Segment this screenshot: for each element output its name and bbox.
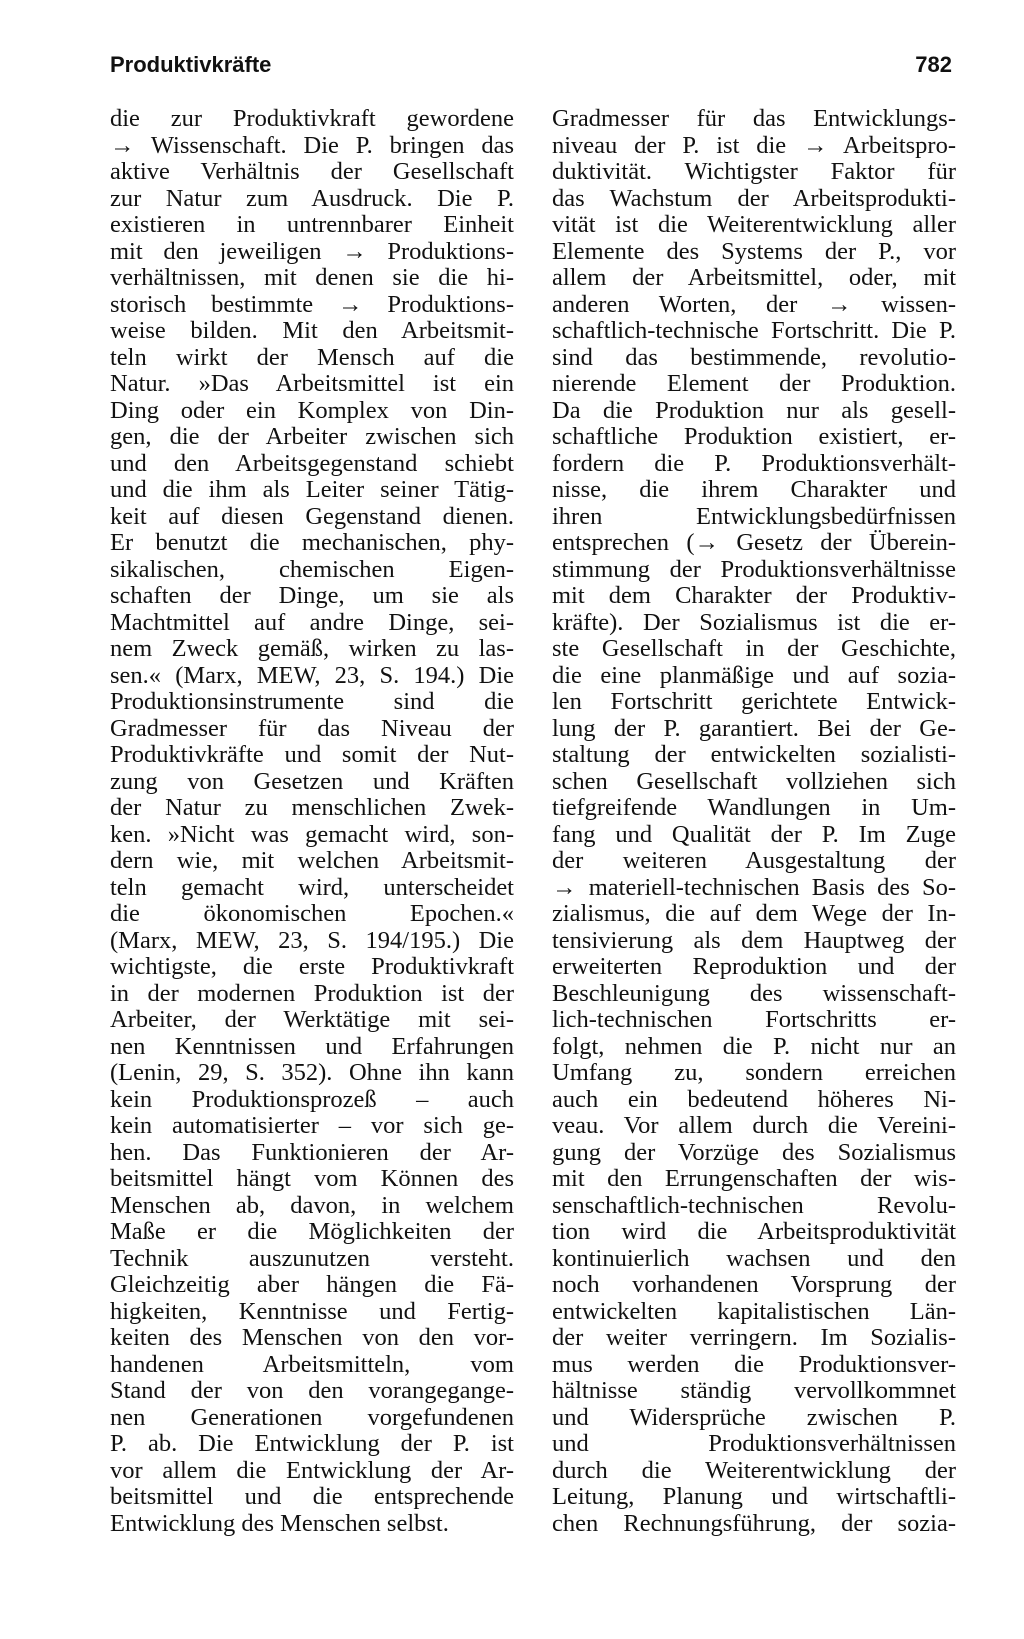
text-line: storisch bestimmte → Produktions-: [110, 291, 514, 318]
text-line: tion wird die Arbeitsproduktivität: [552, 1219, 956, 1245]
text-line: in der modernen Produktion ist der: [110, 980, 514, 1007]
text-line: die ökonomischen Epochen.«: [110, 901, 514, 927]
text-line: ihren Entwicklungsbedürfnissen: [552, 503, 956, 530]
text-line: auch ein bedeutend höheres Ni-: [552, 1086, 956, 1113]
text-line: allem der Arbeitsmittel, oder, mit: [552, 265, 956, 291]
text-line: sikalischen, chemischen Eigen-: [110, 556, 514, 583]
text-line: anderen Worten, der → wissen-: [552, 291, 956, 318]
text-line: tiefgreifende Wandlungen in Um-: [552, 795, 956, 821]
text-line: mus werden die Produktionsver-: [552, 1351, 956, 1378]
text-line: entsprechen (→ Gesetz der Überein-: [552, 530, 956, 556]
text-line: handenen Arbeitsmitteln, vom: [110, 1351, 514, 1378]
text-line: nisse, die ihrem Charakter und: [552, 477, 956, 503]
text-line: dern wie, mit welchen Arbeitsmit-: [110, 848, 514, 874]
text-line: Gleichzeitig aber hängen die Fä-: [110, 1272, 514, 1298]
text-line: ste Gesellschaft in der Geschichte,: [552, 636, 956, 662]
text-line: Stand der von den vorangegange-: [110, 1378, 514, 1404]
text-line: Beschleunigung des wissenschaft-: [552, 980, 956, 1007]
text-line: kontinuierlich wachsen und den: [552, 1245, 956, 1272]
text-line: keit auf diesen Gegenstand dienen.: [110, 503, 514, 530]
text-line: beitsmittel hängt vom Können des: [110, 1166, 514, 1192]
text-line: weise bilden. Mit den Arbeitsmit-: [110, 318, 514, 344]
text-line: vor allem die Entwicklung der Ar-: [110, 1457, 514, 1484]
text-line: und Produktionsverhältnissen: [552, 1431, 956, 1457]
text-line: Menschen ab, davon, in welchem: [110, 1192, 514, 1219]
text-line: und Widersprüche zwischen P.: [552, 1404, 956, 1431]
text-line: wichtigste, die erste Produktivkraft: [110, 954, 514, 980]
text-line: tensivierung als dem Hauptweg der: [552, 927, 956, 954]
text-line: und die ihm als Leiter seiner Tätig-: [110, 477, 514, 503]
text-line: len Fortschritt gerichtete Entwick-: [552, 689, 956, 715]
text-line: Arbeiter, der Werktätige mit sei-: [110, 1007, 514, 1033]
text-line: zur Natur zum Ausdruck. Die P.: [110, 185, 514, 212]
right-column: [552, 106, 956, 1537]
text-line: hen. Das Funktionieren der Ar-: [110, 1139, 514, 1166]
text-line: aktive Verhältnis der Gesellschaft: [110, 159, 514, 185]
text-line: senschaftlich-technischen Revolu-: [552, 1192, 956, 1219]
text-line: duktivität. Wichtigster Faktor für: [552, 159, 956, 185]
text-line: (Lenin, 29, S. 352). Ohne ihn kann: [110, 1060, 514, 1086]
text-line: beitsmittel und die entsprechende: [110, 1484, 514, 1510]
text-line: verhältnissen, mit denen sie die hi-: [110, 265, 514, 291]
text-line: schaftlich-technische Fortschritt. Die P.: [552, 318, 956, 344]
text-line: existieren in untrennbarer Einheit: [110, 212, 514, 238]
text-line: nen Kenntnissen und Erfahrungen: [110, 1033, 514, 1060]
text-line: Leitung, Planung und wirtschaftli-: [552, 1484, 956, 1510]
page-number: 782: [915, 52, 952, 77]
running-head: Produktivkräfte: [110, 52, 272, 77]
text-line: keiten des Menschen von den vor-: [110, 1325, 514, 1351]
text-line: niveau der P. ist die → Arbeitspro-: [552, 132, 956, 159]
text-line: Produktivkräfte und somit der Nut-: [110, 742, 514, 768]
text-line: mit den jeweiligen → Produktions-: [110, 238, 514, 265]
text-line: sen.« (Marx, MEW, 23, S. 194.) Die: [110, 662, 514, 689]
text-line: Ding oder ein Komplex von Din-: [110, 397, 514, 424]
text-line: lich-technischen Fortschritts er-: [552, 1007, 956, 1033]
text-line: Maße er die Möglichkeiten der: [110, 1219, 514, 1245]
text-line: Da die Produktion nur als gesell-: [552, 397, 956, 424]
text-line: noch vorhandenen Vorsprung der: [552, 1272, 956, 1298]
text-line: stimmung der Produktionsverhältnisse: [552, 556, 956, 583]
text-line: (Marx, MEW, 23, S. 194/195.) Die: [110, 927, 514, 954]
text-line: Technik auszunutzen versteht.: [110, 1245, 514, 1272]
left-column: [110, 106, 514, 1537]
text-line: → Wissenschaft. Die P. bringen das: [110, 132, 514, 159]
text-line: erweiterten Reproduktion und der: [552, 954, 956, 980]
text-line: fordern die P. Produktionsverhält-: [552, 450, 956, 477]
text-line: → materiell-technischen Basis des So-: [552, 874, 956, 901]
text-line: gung der Vorzüge des Sozialismus: [552, 1139, 956, 1166]
text-line: und den Arbeitsgegenstand schiebt: [110, 450, 514, 477]
text-line: kräfte). Der Sozialismus ist die er-: [552, 609, 956, 636]
text-line: P. ab. Die Entwicklung der P. ist: [110, 1431, 514, 1457]
text-line: folgt, nehmen die P. nicht nur an: [552, 1033, 956, 1060]
text-line: teln wirkt der Mensch auf die: [110, 344, 514, 371]
text-line: nierende Element der Produktion.: [552, 371, 956, 397]
text-line: nem Zweck gemäß, wirken zu las-: [110, 636, 514, 662]
text-line: entwickelten kapitalistischen Län-: [552, 1298, 956, 1325]
text-line: der weiter verringern. Im Sozialis-: [552, 1325, 956, 1351]
text-line: das Wachstum der Arbeitsprodukti-: [552, 185, 956, 212]
text-line: Entwicklung des Menschen selbst.: [110, 1510, 449, 1537]
text-line: Umfang zu, sondern erreichen: [552, 1060, 956, 1086]
text-line: vität ist die Weiterentwicklung aller: [552, 212, 956, 238]
text-line: die zur Produktivkraft gewordene: [110, 106, 514, 132]
text-line: zialismus, die auf dem Wege der In-: [552, 901, 956, 927]
text-line: Natur. »Das Arbeitsmittel ist ein: [110, 371, 514, 397]
text-line: ken. »Nicht was gemacht wird, son-: [110, 821, 514, 848]
text-line: hältnisse ständig vervollkommnet: [552, 1378, 956, 1404]
text-line: kein Produktionsprozeß – auch: [110, 1086, 514, 1113]
text-line: nen Generationen vorgefundenen: [110, 1404, 514, 1431]
text-line: gen, die der Arbeiter zwischen sich: [110, 424, 514, 450]
text-line: Gradmesser für das Niveau der: [110, 715, 514, 742]
text-line: chen Rechnungsführung, der sozia-: [552, 1510, 956, 1537]
text-line: durch die Weiterentwicklung der: [552, 1457, 956, 1484]
text-line: zung von Gesetzen und Kräften: [110, 768, 514, 795]
text-line: der Natur zu menschlichen Zwek-: [110, 795, 514, 821]
text-line: lung der P. garantiert. Bei der Ge-: [552, 715, 956, 742]
text-line: veau. Vor allem durch die Vereini-: [552, 1113, 956, 1139]
text-line: schaften der Dinge, um sie als: [110, 583, 514, 609]
text-line: der weiteren Ausgestaltung der: [552, 848, 956, 874]
text-line: Gradmesser für das Entwicklungs-: [552, 106, 956, 132]
text-line: sind das bestimmende, revolutio-: [552, 344, 956, 371]
text-line: higkeiten, Kenntnisse und Fertig-: [110, 1298, 514, 1325]
text-line: mit dem Charakter der Produktiv-: [552, 583, 956, 609]
page-header: [110, 52, 952, 88]
text-line: Er benutzt die mechanischen, phy-: [110, 530, 514, 556]
text-line: teln gemacht wird, unterscheidet: [110, 874, 514, 901]
text-line: fang und Qualität der P. Im Zuge: [552, 821, 956, 848]
text-line: die eine planmäßige und auf sozia-: [552, 662, 956, 689]
text-line: Elemente des Systems der P., vor: [552, 238, 956, 265]
text-line: mit den Errungenschaften der wis-: [552, 1166, 956, 1192]
text-line: schen Gesellschaft vollziehen sich: [552, 768, 956, 795]
text-line: staltung der entwickelten sozialisti-: [552, 742, 956, 768]
text-line: Produktionsinstrumente sind die: [110, 689, 514, 715]
text-line: schaftliche Produktion existiert, er-: [552, 424, 956, 450]
text-line: Machtmittel auf andre Dinge, sei-: [110, 609, 514, 636]
text-line: kein automatisierter – vor sich ge-: [110, 1113, 514, 1139]
